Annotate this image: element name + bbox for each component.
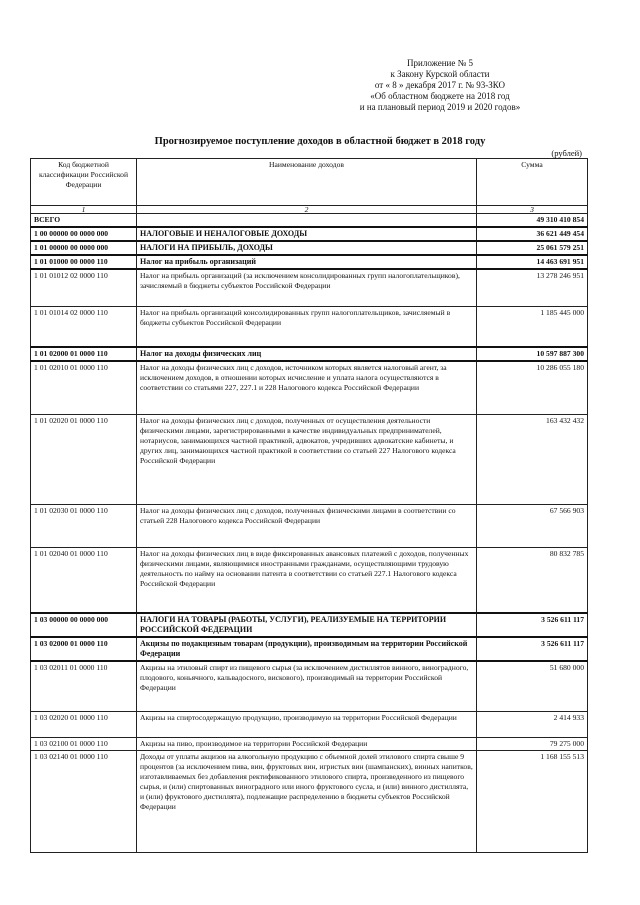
row-name: [137, 214, 477, 228]
table-row: [31, 361, 588, 414]
row-name: Налог на доходы физических лиц с доходов, полученных от осуществления деятельности физическими лицами, зарегистрированными в качестве индивидуальных предпринимателей, нотариусов, занимающихся частной практикой, адвокатов, учредивших адвокатские кабинеты, и других лиц, занимающихся частной практикой в соответствии со статьей 227 Налогового кодекса Российской Федерации: [137, 414, 477, 504]
appendix-line: от « 8 » декабря 2017 г. № 93-ЗКО: [374, 80, 506, 90]
header-code: Код бюджетной классификации Российской Федерации: [31, 159, 137, 206]
row-code: 1 03 02011 01 0000 110: [31, 661, 137, 711]
row-sum: 36 621 449 454: [477, 227, 588, 241]
row-name: Акцизы по подакцизным товарам (продукции), производимым на территории Российской Федерации: [137, 637, 477, 661]
appendix-line: «Об областном бюджете на 2018 год: [370, 91, 510, 101]
table-row: [31, 347, 588, 361]
row-sum: 67 566 903: [477, 504, 588, 547]
row-sum: 10 597 887 300: [477, 347, 588, 361]
appendix-header: [330, 58, 550, 113]
row-sum: 2 414 933: [477, 711, 588, 737]
row-code: 1 01 01014 02 0000 110: [31, 306, 137, 347]
revenue-table: [30, 158, 588, 853]
appendix-line: Приложение № 5: [407, 58, 473, 68]
table-row: [31, 750, 588, 852]
row-sum: 1 185 445 000: [477, 306, 588, 347]
column-number-row: [31, 206, 588, 214]
header-name: Наименование доходов: [137, 159, 477, 206]
row-name: НАЛОГИ НА ТОВАРЫ (РАБОТЫ, УСЛУГИ), РЕАЛИЗУЕМЫЕ НА ТЕРРИТОРИИ РОССИЙСКОЙ ФЕДЕРАЦИИ: [137, 613, 477, 637]
row-code: 1 01 02030 01 0000 110: [31, 504, 137, 547]
appendix-line: к Закону Курской области: [390, 69, 490, 79]
row-name: НАЛОГИ НА ПРИБЫЛЬ, ДОХОДЫ: [137, 241, 477, 255]
row-sum: 10 286 055 180: [477, 361, 588, 414]
table-row: [31, 737, 588, 750]
row-sum: 1 168 155 513: [477, 750, 588, 852]
row-code: 1 01 01000 00 0000 110: [31, 255, 137, 269]
row-code: 1 03 02000 01 0000 110: [31, 637, 137, 661]
row-code: 1 01 01012 02 0000 110: [31, 269, 137, 306]
table-row: [31, 227, 588, 241]
row-sum: 3 526 611 117: [477, 637, 588, 661]
row-code: 1 03 02100 01 0000 110: [31, 737, 137, 750]
column-number: 3: [477, 206, 588, 214]
table-row: [31, 711, 588, 737]
document-title: Прогнозируемое поступление доходов в областной бюджет в 2018 году: [154, 136, 486, 147]
row-sum: 163 432 432: [477, 414, 588, 504]
row-name: Доходы от уплаты акцизов на алкогольную продукцию с объемной долей этилового спирта свыше 9 процентов (за исключением пива, вин, фруктовых вин, игристых вин (шампанских), винных напитков, изготавливаемых без добавления ректификованного этилового спирта, произведенного из пищевого сырья, и (или) спиртованных виноградного или иного фруктового сусла, и (или) винного дистиллята, и (или) фруктового дистиллята), подлежащие распределению в бюджеты субъектов Российской Федерации: [137, 750, 477, 852]
table-row: [31, 547, 588, 613]
row-code: 1 03 00000 00 0000 000: [31, 613, 137, 637]
row-name: Налог на прибыль организаций: [137, 255, 477, 269]
table-header-row: [31, 159, 588, 206]
column-number: 1: [31, 206, 137, 214]
row-code: 1 03 02140 01 0000 110: [31, 750, 137, 852]
row-sum: 14 463 691 951: [477, 255, 588, 269]
row-name: Налог на доходы физических лиц: [137, 347, 477, 361]
row-sum: 49 310 410 854: [477, 214, 588, 228]
row-code: 1 01 02040 01 0000 110: [31, 547, 137, 613]
row-sum: 13 278 246 951: [477, 269, 588, 306]
table-row: [31, 414, 588, 504]
row-code: 1 01 00000 00 0000 000: [31, 241, 137, 255]
table-row: [31, 241, 588, 255]
table-row: [31, 613, 588, 637]
row-code: 1 01 02000 01 0000 110: [31, 347, 137, 361]
row-name: Налог на прибыль организаций (за исключением консолидированных групп налогоплательщиков), зачисляемый в бюджеты субъектов Российской Федерации: [137, 269, 477, 306]
row-code: 1 00 00000 00 0000 000: [31, 227, 137, 241]
row-sum: 51 680 000: [477, 661, 588, 711]
header-sum: Сумма: [477, 159, 588, 206]
row-name: Акцизы на спиртосодержащую продукцию, производимую на территории Российской Федерации: [137, 711, 477, 737]
row-sum: 79 275 000: [477, 737, 588, 750]
table-row: [31, 661, 588, 711]
row-name: Налог на прибыль организаций консолидированных групп налогоплательщиков, зачисляемый в бюджеты субъектов Российской Федерации: [137, 306, 477, 347]
column-number: 2: [137, 206, 477, 214]
row-name: Налог на доходы физических лиц с доходов, полученных физическими лицами в соответствии со статьей 228 Налогового кодекса Российской Федерации: [137, 504, 477, 547]
row-code: 1 01 02010 01 0000 110: [31, 361, 137, 414]
table-row: [31, 504, 588, 547]
table-row: [31, 255, 588, 269]
row-code: ВСЕГО: [31, 214, 137, 228]
appendix-line: и на плановый период 2019 и 2020 годов»: [359, 102, 521, 112]
table-row-total: [31, 214, 588, 228]
units-label: (рублей): [551, 148, 582, 158]
row-code: 1 01 02020 01 0000 110: [31, 414, 137, 504]
table-row: [31, 637, 588, 661]
row-sum: 80 832 785: [477, 547, 588, 613]
row-code: 1 03 02020 01 0000 110: [31, 711, 137, 737]
row-sum: 3 526 611 117: [477, 613, 588, 637]
row-sum: 25 061 579 251: [477, 241, 588, 255]
row-name: Акцизы на этиловый спирт из пищевого сырья (за исключением дистиллятов винного, виноградного, плодового, коньячного, кальвадосного, вискового), производимый на территории Российской Федерации: [137, 661, 477, 711]
row-name: Акцизы на пиво, производимое на территории Российской Федерации: [137, 737, 477, 750]
row-name: Налог на доходы физических лиц в виде фиксированных авансовых платежей с доходов, полученных физическими лицами, являющимися иностранными гражданами, осуществляющими трудовую деятельность по найму на основании патента в соответствии со статьей 227.1 Налогового кодекса Российской Федерации: [137, 547, 477, 613]
row-name: НАЛОГОВЫЕ И НЕНАЛОГОВЫЕ ДОХОДЫ: [137, 227, 477, 241]
row-name: Налог на доходы физических лиц с доходов, источником которых является налоговый агент, за исключением доходов, в отношении которых исчисление и уплата налога осуществляются в соответствии со статьями 227, 227.1 и 228 Налогового кодекса Российской Федерации: [137, 361, 477, 414]
table-row: [31, 269, 588, 306]
table-row: [31, 306, 588, 347]
